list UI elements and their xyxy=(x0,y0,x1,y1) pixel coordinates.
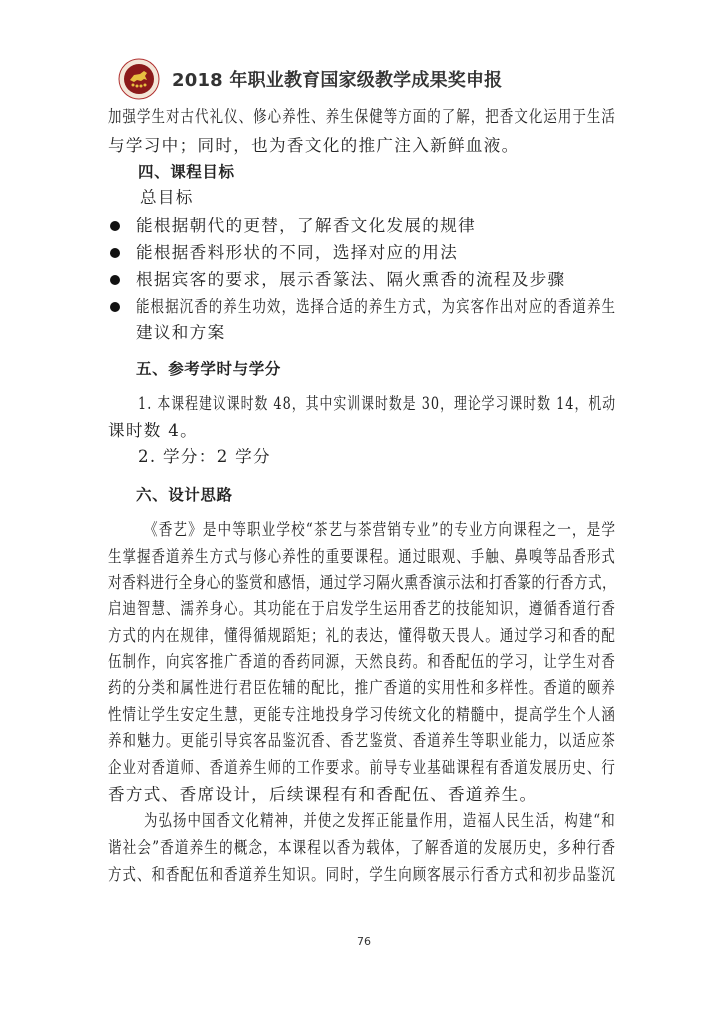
body-line: 启迪智慧、濡养身心。其功能在于启发学生运用香艺的技能知识，遵循香道行香 xyxy=(108,599,616,618)
credit-item-1: 1. 本课程建议课时数 48，其中实训课时数是 30，理论学习课时数 14，机动 xyxy=(138,394,617,413)
body-line: 性情让学生安定生慧，更能专注地投身学习传统文化的精髓中，提高学生个人涵 xyxy=(108,705,616,724)
body-line: 养和魅力。更能引导宾客品鉴沉香、香艺鉴赏、香道养生等职业能力，以适应茶 xyxy=(108,731,616,750)
body-line: 企业对香道师、香道养生师的工作要求。前导专业基础课程有香道发展历史、行 xyxy=(108,758,616,777)
credit-item-1-cont: 课时数 4。 xyxy=(108,421,199,440)
goal-item-continuation: 建议和方案 xyxy=(136,323,226,342)
goal-item: 能根据沉香的养生功效，选择合适的养生方式，为宾客作出对应的香道养生 xyxy=(136,297,617,316)
intro-line: 与学习中；同时，也为香文化的推广注入新鲜血液。 xyxy=(108,136,520,155)
bullet-icon xyxy=(110,275,120,285)
goal-item: 能根据朝代的更替，了解香文化发展的规律 xyxy=(136,216,476,235)
bullet-icon xyxy=(110,248,120,258)
section4-subheading: 总目标 xyxy=(140,188,194,207)
school-emblem-icon xyxy=(118,58,160,100)
bullet-icon xyxy=(110,221,120,231)
body-line: 《香艺》是中等职业学校“茶艺与茶营销专业”的专业方向课程之一，是学 xyxy=(144,520,617,539)
intro-line: 加强学生对古代礼仪、修心养性、养生保健等方面的了解，把香文化运用于生活 xyxy=(108,107,616,126)
section4-heading: 四、课程目标 xyxy=(138,163,235,181)
goal-item: 能根据香料形状的不同，选择对应的用法 xyxy=(136,243,459,262)
body-line: 为弘扬中国香文化精神，并使之发挥正能量作用，造福人民生活，构建“和 xyxy=(144,811,616,830)
body-line: 药的分类和属性进行君臣佐辅的配比，推广香道的实用性和多样性。香道的颐养 xyxy=(108,678,616,697)
body-line: 伍制作，向宾客推广香道的香药同源，天然良药。和香配伍的学习，让学生对香 xyxy=(108,652,616,671)
body-line: 香方式、香席设计，后续课程有和香配伍、香道养生。 xyxy=(108,785,538,804)
page-header xyxy=(118,56,503,102)
goal-item: 根据宾客的要求，展示香篆法、隔火熏香的流程及步骤 xyxy=(136,270,566,289)
body-line: 对香料进行全身心的鉴赏和感悟，通过学习隔火熏香演示法和打香篆的行香方式， xyxy=(108,573,617,592)
bullet-icon xyxy=(110,302,120,312)
body-line: 方式、和香配伍和香道养生知识。同时，学生向顾客展示行香方式和初步品鉴沉 xyxy=(108,865,616,884)
body-line: 生掌握香道养生方式与修心养性的重要课程。通过眼观、手触、鼻嗅等品香形式 xyxy=(108,547,616,566)
page-number: 76 xyxy=(357,935,371,948)
section5-heading: 五、参考学时与学分 xyxy=(136,360,281,378)
body-line: 方式的内在规律，懂得循规蹈矩；礼的表达，懂得敬天畏人。通过学习和香的配 xyxy=(108,626,616,645)
section6-heading: 六、设计思路 xyxy=(136,486,233,504)
body-line: 谐社会”香道养生的概念，本课程以香为载体，了解香道的发展历史，多种行香 xyxy=(108,838,617,857)
credit-item-2: 2. 学分：2 学分 xyxy=(138,447,271,466)
header-title: 2018 年职业教育国家级教学成果奖申报 xyxy=(172,70,503,91)
